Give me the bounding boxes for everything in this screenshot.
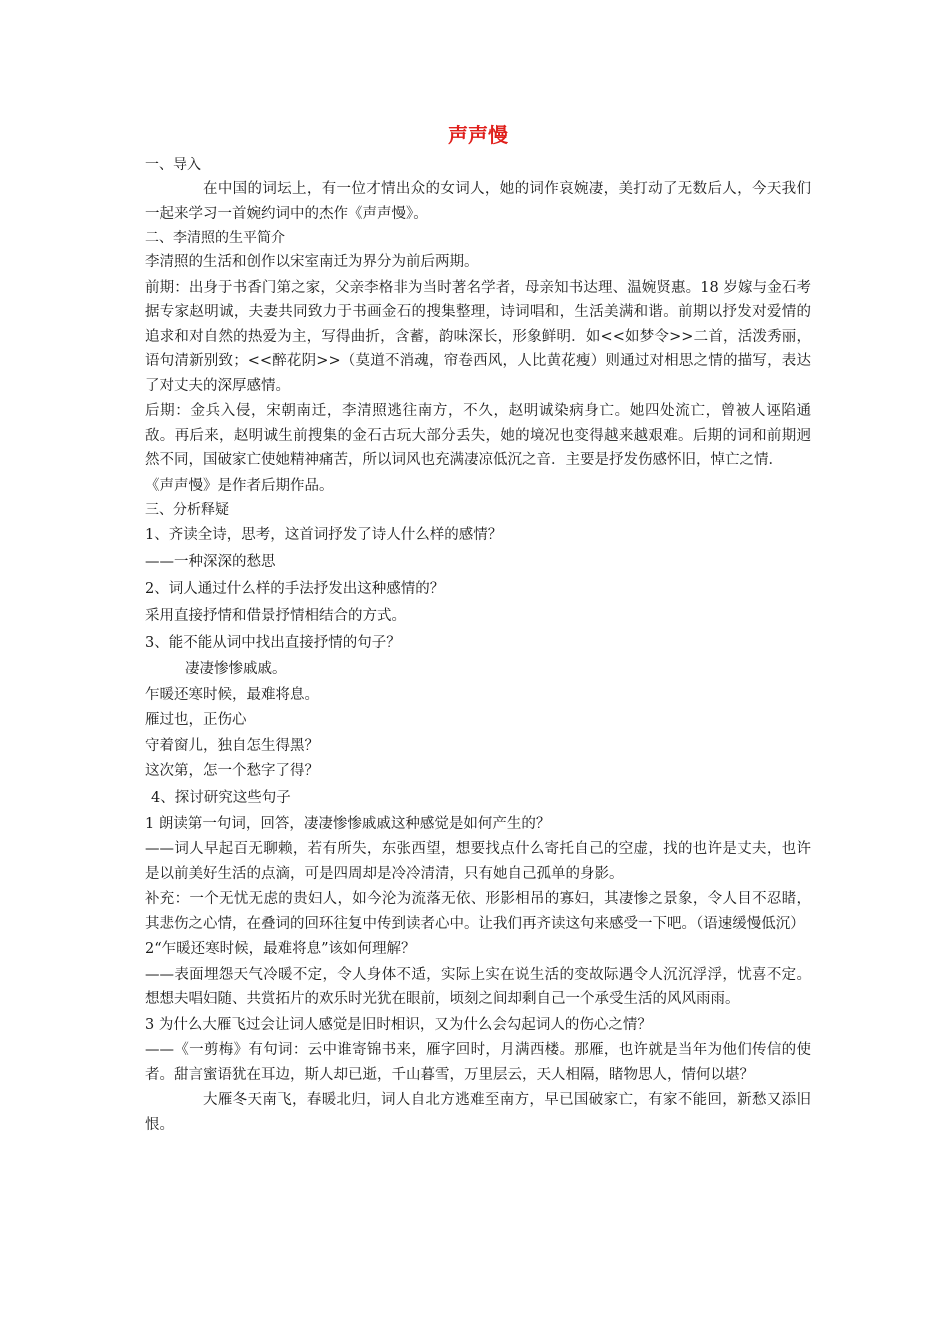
quote-line: 雁过也，正伤心	[145, 712, 247, 728]
question-2: 2、词人通过什么样的手法抒发出这种感情的？	[145, 581, 445, 597]
quote-line: 乍暖还寒时候，最难将息。	[145, 686, 319, 703]
intro-paragraph: 在中国的词坛上，有一位才情出众的女词人，她的词作哀婉凄，美打动了无数后人，今天我们一起来学习一首婉约词中的杰作《声声慢》。	[145, 181, 811, 222]
quote-line: 这次第，怎一个愁字了得？	[145, 763, 319, 779]
question-1: 1、齐读全诗，思考，这首词抒发了诗人什么样的感情？	[145, 527, 503, 543]
answer-1: ——一种深深的愁思	[145, 554, 276, 570]
biography-note: 《声声慢》是作者后期作品。	[145, 477, 334, 494]
sentence-3-question: 3 为什么大雁飞过会让词人感觉是旧时相识，又为什么会勾起词人的伤心之情？	[145, 1016, 652, 1033]
section-heading-intro: 一、导入	[145, 157, 201, 173]
sentence-1-question: 1 朗读第一句词，回答，凄凄惨惨戚戚这种感觉是如何产生的？	[145, 815, 551, 832]
sentence-2-question: 2“乍暖还寒时候，最难将息”该如何理解？	[145, 941, 416, 957]
sentence-2-answer: ——表面埋怨天气冷暖不定，令人身体不适，实际上实在说生活的变故际遇令人沉沉浮浮，忧喜不定。想想夫唱妇随、共赏拓片的欢乐时光犹在眼前，顷刻之间却剩自己一个承受生活的风风雨雨。	[145, 966, 811, 1007]
question-3: 3、能不能从词中找出直接抒情的句子？	[145, 635, 401, 651]
biography-late-period: 后期：金兵入侵，宋朝南迁，李清照逃往南方，不久，赵明诚染病身亡。她四处流亡，曾被人诬陷通敌。再后来，赵明诚生前搜集的金石古玩大部分丢失，她的境况也变得越来越艰难。后期的词和前期迥然不同，国破家亡使她精神痛苦，所以词风也充满凄凉低沉之音．主要是抒发伤感怀旧，悼亡之情．	[145, 403, 811, 468]
section-heading-analysis: 三、分析释疑	[145, 502, 229, 518]
biography-early-period: 前期：出身于书香门第之家，父亲李格非为当时著名学者，母亲知书达理、温婉贤惠。18 岁嫁与金石考据专家赵明诚，夫妻共同致力于书画金石的搜集整理，诗词唱和，生活美满和谐。前期以抒发对爱情的追求和对自然的热爱为主，写得曲折，含蓄，韵味深长，形象鲜明．如<<如梦令>>二首，活泼秀丽，语句清新别致；<<醉花阴>>（莫道不消魂，帘卷西风，人比黄花瘦）则通过对相思之情的描写，表达了对丈夫的深厚感情。	[145, 279, 811, 394]
document-title: 声声慢	[448, 123, 508, 147]
sentence-1-supplement: 补充：一个无忧无虑的贵妇人，如今沦为流落无依、形影相吊的寡妇，其凄惨之景象，令人目不忍睹，其悲伤之心情，在叠词的回环往复中传到读者心中。让我们再齐读这句来感受一下吧。（语速缓慢低沉）	[145, 891, 811, 932]
sentence-3-answer: ——《一剪梅》有句词：云中谁寄锦书来，雁字回时，月满西楼。那雁，也许就是当年为他们传信的使者。甜言蜜语犹在耳边，斯人却已逝，千山暮雪，万里层云，天人相隔，睹物思人，情何以堪？	[145, 1042, 811, 1083]
answer-2: 采用直接抒情和借景抒情相结合的方式。	[145, 608, 406, 624]
document-page	[145, 118, 811, 1138]
sentence-3-continuation: 大雁冬天南飞，春暖北归，词人自北方逃难至南方，早已国破家亡，有家不能回，新愁又添旧恨。	[145, 1092, 811, 1133]
question-4: 4、探讨研究这些句子	[151, 789, 291, 806]
section-heading-biography: 二、李清照的生平简介	[145, 230, 285, 246]
quote-line: 凄凄惨惨戚戚。	[185, 661, 287, 677]
sentence-1-answer: ——词人早起百无聊赖，若有所失，东张西望，想要找点什么寄托自己的空虚，找的也许是丈夫，也许是以前美好生活的点滴，可是四周却是冷冷清清，只有她自己孤单的身影。	[145, 841, 811, 882]
quote-line: 守着窗儿，独自怎生得黑？	[145, 737, 319, 754]
biography-intro: 李清照的生活和创作以宋室南迁为界分为前后两期。	[145, 254, 479, 270]
